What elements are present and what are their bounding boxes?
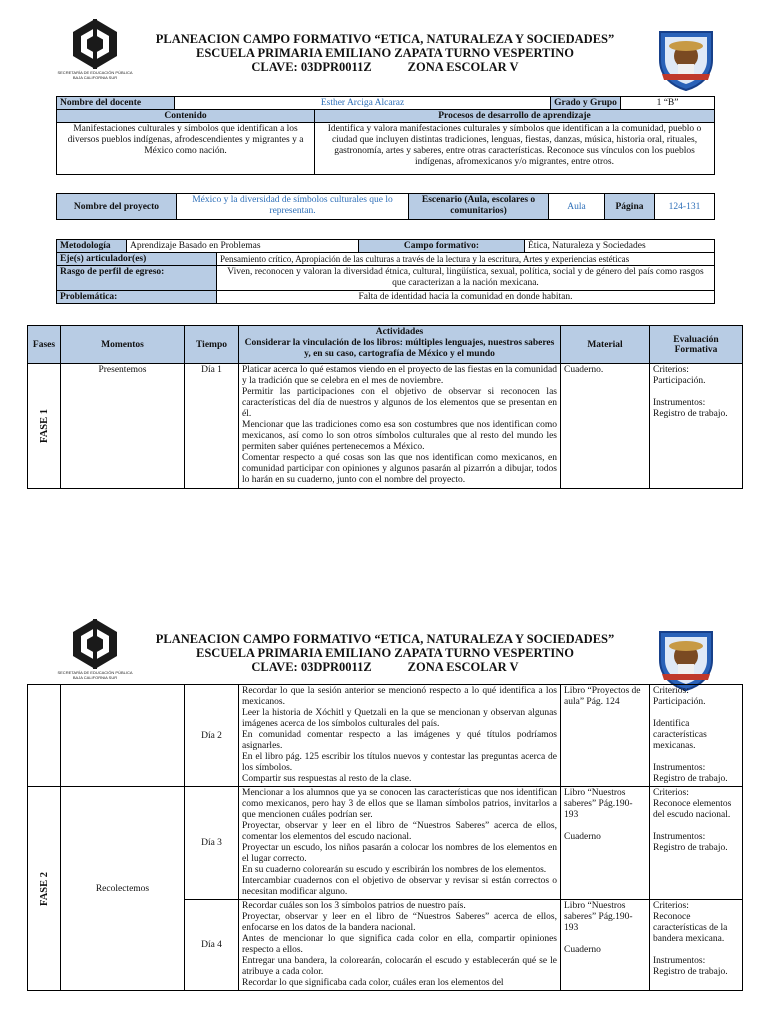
eval-extra-value: Identifica características mexicanas. [653,719,707,751]
fase1-momento: Presentemos [61,364,185,489]
eval-criterios-value: Reconoce elementos del escudo nacional. [653,799,732,820]
table-row [28,685,743,787]
sep-caption-line2: BAJA CALIFORNIA SUR [72,75,118,80]
escenario-value: Aula [549,194,605,220]
title-line-2: ESCUELA PRIMARIA EMILIANO ZAPATA TURNO VESPERTINO [196,46,574,60]
eval-criterios-label: Criterios: [653,788,689,798]
dia4-material [561,900,650,991]
fase1-tiempo: Día 1 [185,364,239,489]
problematica-label: Problemática: [57,291,217,304]
metodologia-label: Metodología [57,240,127,253]
eval-instrumentos-label: Instrumentos: [653,398,706,408]
fases-header: Fases [28,326,61,364]
page-header [0,0,768,95]
activity-paragraph: Platicar acerca lo qué estamos viendo en el proyecto de las fiestas en la comunidad y la tradición que se celebra en el mes de noviembre. [242,365,557,386]
fase2-momento: Recolectemos [61,787,185,991]
metodologia-value: Aprendizaje Basado en Problemas [127,240,359,253]
eval-criterios-value: Reconoce características de la bandera mexicana. [653,912,728,944]
material-header: Material [561,326,650,364]
escenario-label: Escenario (Aula, escolares o comunitarios) [409,194,549,220]
dia3-evaluacion [650,787,743,900]
rasgo-value: Viven, reconocen y valoran la diversidad étnica, cultural, lingüística, sexual, política, social y de género del país como rasgos que caracterizan a la nación mexicana. [217,266,715,291]
document-page-2 [0,600,768,1024]
activity-paragraph: Leer la historia de Xóchitl y Quetzali en la que se mencionan y observan algunas imágenes acerca de los símbolos culturales del país. [242,708,557,729]
activity-paragraph: Entregar una bandera, la colorearán, colocarán el escudo y establecerán qué se le atribuye a cada color. [242,956,557,977]
activity-paragraph: Proyectar, observar y leer en el libro de “Nuestros Saberes” acerca de ellos, enfocarse en los datos de la bandera nacional. [242,912,557,933]
title-line-1: PLANEACION CAMPO FORMATIVO “ETICA, NATURALEZA Y SOCIEDADES” [155,32,615,46]
eval-criterios-label: Criterios: [653,686,689,696]
tiempo-header: Tiempo [185,326,239,364]
fase1-material: Cuaderno. [561,364,650,489]
sep-caption-line2: BAJA CALIFORNIA SUR [72,675,118,680]
activity-paragraph: Intercambiar cuadernos con el objetivo de observar y revisar si están correctos o necesitan modificar alguno. [242,876,557,897]
fase1-cell [28,364,61,489]
activity-paragraph: En su cuaderno colorearán su escudo y escribirán los nombres de los elementos. [242,865,547,875]
momentos-header: Momentos [61,326,185,364]
table-row [28,364,743,489]
activity-paragraph: Recordar lo que la sesión anterior se mencionó respecto a lo qué identifica a los mexicanos. [242,686,557,707]
activity-paragraph: Compartir sus respuestas al resto de la clase. [242,774,412,784]
school-shield-icon [656,626,716,692]
dia3-tiempo: Día 3 [185,787,239,900]
eval-instrumentos-value: Registro de trabajo. [653,409,728,419]
proyecto-value: México y la diversidad de símbolos culturales que lo representan. [177,194,409,220]
dia3-material [561,787,650,900]
dia2-tiempo: Día 2 [185,685,239,787]
school-shield-icon [656,26,716,92]
contenido-label: Contenido [57,110,315,123]
pagina-label: Página [605,194,655,220]
title-line-2: ESCUELA PRIMARIA EMILIANO ZAPATA TURNO VESPERTINO [196,646,574,660]
dia4-evaluacion [650,900,743,991]
rasgo-label: Rasgo de perfil de egreso: [57,266,217,291]
pda-label: Procesos de desarrollo de aprendizaje [315,110,715,123]
document-title [150,32,620,74]
eval-instrumentos-value: Registro de trabajo. [653,843,728,853]
material-value-2: Cuaderno [564,945,601,955]
dia4-tiempo: Día 4 [185,900,239,991]
actividades-header-line1: Actividades [375,327,424,337]
activity-paragraph: Antes de mencionar lo que significa cada color en ella, compartir opiniones respecto a ellos. [242,934,557,955]
eval-criterios-value: Participación. [653,697,706,707]
eval-criterios-label: Criterios: [653,365,689,375]
activities-table [27,325,742,489]
pda-value: Identifica y valora manifestaciones culturales y símbolos que identifican a la comunidad, pueblo o ciudad que incluyen distintas tradiciones, lenguas, fiestas, danzas, música, historia oral, rituales, gastronomía, artes y saberes, entre otras características. Reconoce sus vínculos con los pueblos indígenas, afromexicanos y/o migrantes, entre otros. [315,123,715,175]
activity-paragraph: Mencionar a los alumnos que ya se conocen las características que nos identifican como mexicanos, pero hay 3 de ellos que se llaman símbolos patrios, invitarlos a que mencionen cuáles podrían ser. [242,788,557,820]
eval-instrumentos-value: Registro de trabajo. [653,967,728,977]
table-row [28,787,743,900]
metodologia-table [56,239,714,304]
sep-caption [52,70,138,80]
docente-table [56,96,714,175]
material-value: Libro “Nuestros saberes” Pág.190-193 [564,901,633,933]
material-value: Libro “Nuestros saberes” Pág.190-193 [564,788,633,820]
eval-instrumentos-label: Instrumentos: [653,832,706,842]
proyecto-table [56,193,714,220]
campo-label: Campo formativo: [359,240,525,253]
activities-table-continued [27,684,742,991]
fase1-actividades [239,364,561,489]
activity-paragraph: En el libro pág. 125 escribir los títulos nuevos y contestar las preguntas acerca de los símbolos. [242,752,557,773]
evaluacion-header: Evaluación Formativa [650,326,743,364]
actividades-header-line2: Considerar la vinculación de los libros: múltiples lenguajes, nuestros saberes y, en su caso, cartografía de México y el mundo [244,338,555,359]
eval-instrumentos-value: Registro de trabajo. [653,774,728,784]
fase1-evaluacion [650,364,743,489]
document-title [150,632,620,674]
dia2-actividades [239,685,561,787]
fase2-label: FASE 2 [38,871,50,906]
grado-value: 1 “B” [621,97,715,110]
pagina-value: 124-131 [655,194,715,220]
title-line-1: PLANEACION CAMPO FORMATIVO “ETICA, NATURALEZA Y SOCIEDADES” [155,632,615,646]
eval-instrumentos-label: Instrumentos: [653,763,706,773]
activity-paragraph: Comentar respecto a qué cosas son las que nos identifican como mexicanos, en comunidad participar con opiniones y algunos pasarán al pizarrón a dibujar, todos lo harán en su cuaderno, junto con el nombre del proyecto. [242,453,557,485]
sep-caption-line1: SECRETARÍA DE EDUCACIÓN PÚBLICA [57,670,133,675]
docente-label: Nombre del docente [57,97,175,110]
page-header [0,600,768,695]
sep-caption-line1: SECRETARÍA DE EDUCACIÓN PÚBLICA [57,70,133,75]
activity-paragraph: En comunidad comentar respecto a las imágenes y qué títulos podríamos asignarles. [242,730,557,751]
grado-label: Grado y Grupo [551,97,621,110]
activity-paragraph: Mencionar que las tradiciones como esa son costumbres que nos identifican como mexicanos, así como lo son otros símbolos culturales que al resto del mundo les permiten saber quiénes pertenecemos a México. [242,420,557,452]
fase2-cell [28,787,61,991]
actividades-header [239,326,561,364]
material-value-2: Cuaderno [564,832,601,842]
ejes-label: Eje(s) articulador(es) [57,253,217,266]
eval-criterios-label: Criterios: [653,901,689,911]
campo-value: Ética, Naturaleza y Sociedades [525,240,715,253]
contenido-value: Manifestaciones culturales y símbolos que identifican a los diversos pueblos indígenas, afrodescendientes y migrantes y a México como nación. [57,123,315,175]
dia3-actividades [239,787,561,900]
activity-paragraph: Permitir las participaciones con el objetivo de observar si reconocen las características del día de nuestros y algunos de los elementos que se presentan en él. [242,387,557,419]
dia2-evaluacion [650,685,743,787]
eval-criterios-value: Participación. [653,376,706,386]
docente-value: Esther Arciga Alcaraz [175,97,551,110]
problematica-value: Falta de identidad hacia la comunidad en donde habitan. [217,291,715,304]
proyecto-label: Nombre del proyecto [57,194,177,220]
sep-caption [52,670,138,680]
zona-text: ZONA ESCOLAR V [407,60,519,74]
activities-header-row [28,326,743,364]
clave-text: CLAVE: 03DPR0011Z [251,60,372,74]
activity-paragraph: Proyectar un escudo, los niños pasarán a colocar los nombres de los elementos en el lugar correcto. [242,843,557,864]
clave-text: CLAVE: 03DPR0011Z [251,660,372,674]
activity-paragraph: Recordar cuáles son los 3 símbolos patrios de nuestro país. [242,901,466,911]
dia2-material: Libro “Proyectos de aula” Pág. 124 [561,685,650,787]
momento-empty-cell [61,685,185,787]
fase1-cont-cell [28,685,61,787]
ejes-value: Pensamiento crítico, Apropiación de las culturas a través de la lectura y la escritura, Artes y experiencias estéticas [217,253,715,266]
activity-paragraph: Recordar lo que significaba cada color, cuáles eran los elementos del [242,978,504,988]
dia4-actividades [239,900,561,991]
eval-instrumentos-label: Instrumentos: [653,956,706,966]
activity-paragraph: Proyectar, observar y leer en el libro de “Nuestros Saberes” acerca de ellos, comentar los elementos del escudo nacional. [242,821,557,842]
fase1-label: FASE 1 [38,409,50,443]
zona-text: ZONA ESCOLAR V [407,660,519,674]
